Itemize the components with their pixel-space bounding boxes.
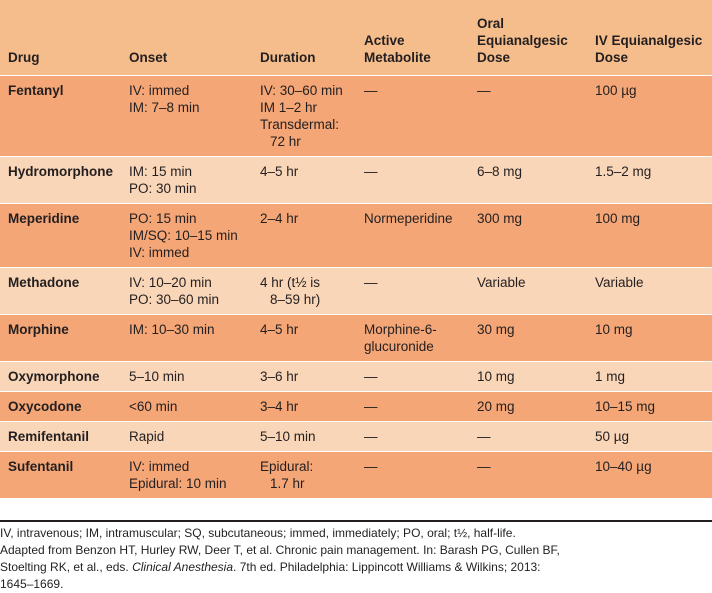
table-bottom-rule xyxy=(0,520,712,522)
cell-onset xyxy=(121,203,252,267)
cell-drug: Oxycodone xyxy=(0,391,121,421)
cell-onset xyxy=(121,421,252,451)
cell-oral-dose: 20 mg xyxy=(469,391,587,421)
cell-text-line: IV: immed xyxy=(129,82,190,98)
cell-text-line: — xyxy=(364,458,378,474)
cell-drug: Methadone xyxy=(0,267,121,314)
cell-text-line: — xyxy=(364,428,378,444)
cell-metabolite xyxy=(356,156,469,203)
cell-iv-dose: 10–40 µg xyxy=(587,451,712,498)
cell-onset xyxy=(121,267,252,314)
cell-iv-dose: 50 µg xyxy=(587,421,712,451)
cell-text-line: 8–59 hr) xyxy=(270,291,321,307)
cell-metabolite xyxy=(356,421,469,451)
table-body xyxy=(0,75,712,498)
table-footnote xyxy=(0,525,712,593)
cell-drug: Fentanyl xyxy=(0,75,121,156)
cell-text-line: 3–4 hr xyxy=(260,398,299,414)
cell-drug: Oxymorphone xyxy=(0,361,121,391)
cell-text-line: IM: 7–8 min xyxy=(129,99,200,115)
cell-duration xyxy=(252,267,356,314)
cell-duration xyxy=(252,421,356,451)
cell-oral-dose: Variable xyxy=(469,267,587,314)
cell-duration xyxy=(252,75,356,156)
table-row xyxy=(0,267,712,314)
cell-text-line: PO: 30 min xyxy=(129,180,197,196)
cell-text-line: IV: immed xyxy=(129,458,190,474)
cell-duration xyxy=(252,361,356,391)
cell-text-line: Transdermal: xyxy=(260,116,340,132)
cell-drug: Morphine xyxy=(0,314,121,361)
cell-metabolite xyxy=(356,361,469,391)
cell-duration xyxy=(252,451,356,498)
cell-duration xyxy=(252,314,356,361)
cell-oral-dose: — xyxy=(469,451,587,498)
cell-text-line: 5–10 min xyxy=(129,368,185,384)
footnote-source-pre: Stoelting RK, et al., eds. xyxy=(0,560,133,574)
cell-duration xyxy=(252,391,356,421)
cell-iv-dose: 100 µg xyxy=(587,75,712,156)
table-row xyxy=(0,75,712,156)
header-onset: Onset xyxy=(129,49,168,65)
table-row xyxy=(0,451,712,498)
cell-onset xyxy=(121,314,252,361)
cell-text-line: PO: 15 min xyxy=(129,210,197,226)
cell-oral-dose: 10 mg xyxy=(469,361,587,391)
cell-text-line: — xyxy=(364,163,378,179)
cell-text-line: IM: 15 min xyxy=(129,163,193,179)
header-metabolite xyxy=(356,0,469,75)
cell-text-line: Morphine-6- xyxy=(364,321,437,337)
cell-onset xyxy=(121,156,252,203)
cell-iv-dose: 1.5–2 mg xyxy=(587,156,712,203)
cell-metabolite xyxy=(356,314,469,361)
cell-iv-dose: Variable xyxy=(587,267,712,314)
footnote-source-line3: 1645–1669. xyxy=(0,577,64,591)
cell-drug: Meperidine xyxy=(0,203,121,267)
cell-metabolite xyxy=(356,451,469,498)
cell-text-line: IV: 10–20 min xyxy=(129,274,212,290)
cell-text-line: <60 min xyxy=(129,398,178,414)
header-drug: Drug xyxy=(8,49,40,65)
cell-text-line: IV: immed xyxy=(129,244,190,260)
cell-onset xyxy=(121,75,252,156)
cell-text-line: IM/SQ: 10–15 min xyxy=(129,227,238,243)
table-row xyxy=(0,421,712,451)
cell-text-line: PO: 30–60 min xyxy=(129,291,220,307)
cell-text-line: 4–5 hr xyxy=(260,163,299,179)
cell-text-line: glucuronide xyxy=(364,338,434,354)
header-text-line: Dose xyxy=(595,49,629,65)
cell-text-line: 5–10 min xyxy=(260,428,316,444)
cell-iv-dose: 100 mg xyxy=(587,203,712,267)
header-text-line: Oral xyxy=(477,15,505,31)
cell-oral-dose: 300 mg xyxy=(469,203,587,267)
header-text-line: IV Equianalgesic xyxy=(595,32,703,48)
cell-text-line: — xyxy=(364,368,378,384)
cell-oral-dose: — xyxy=(469,75,587,156)
cell-text-line: IM 1–2 hr xyxy=(260,99,318,115)
cell-text-line: — xyxy=(364,82,378,98)
cell-iv-dose: 10 mg xyxy=(587,314,712,361)
cell-oral-dose: — xyxy=(469,421,587,451)
footnote-abbreviations: IV, intravenous; IM, intramuscular; SQ, subcutaneous; immed, immediately; PO, oral; t½, half-life. xyxy=(0,526,516,540)
cell-oral-dose: 6–8 mg xyxy=(469,156,587,203)
cell-text-line: Epidural: 10 min xyxy=(129,475,227,491)
header-row xyxy=(0,0,712,75)
cell-text-line: IV: 30–60 min xyxy=(260,82,343,98)
footnote-source-line2 xyxy=(0,559,712,576)
cell-text-line: Normeperidine xyxy=(364,210,453,226)
cell-onset xyxy=(121,451,252,498)
cell-text-line: — xyxy=(364,398,378,414)
cell-drug: Sufentanil xyxy=(0,451,121,498)
cell-onset xyxy=(121,361,252,391)
cell-metabolite xyxy=(356,391,469,421)
header-duration: Duration xyxy=(260,49,316,65)
table-row xyxy=(0,391,712,421)
header-text-line: Equianalgesic xyxy=(477,32,568,48)
cell-oral-dose: 30 mg xyxy=(469,314,587,361)
table-row xyxy=(0,156,712,203)
cell-iv-dose: 10–15 mg xyxy=(587,391,712,421)
header-text-line: Active xyxy=(364,32,405,48)
cell-text-line: — xyxy=(364,274,378,290)
cell-onset xyxy=(121,391,252,421)
header-text-line: Metabolite xyxy=(364,49,431,65)
cell-text-line: 4–5 hr xyxy=(260,321,299,337)
footnote-source-line1: Adapted from Benzon HT, Hurley RW, Deer T, et al. Chronic pain management. In: Barash PG, Cullen BF, xyxy=(0,543,560,557)
table-row xyxy=(0,361,712,391)
table-row xyxy=(0,314,712,361)
footnote-book-title: Clinical Anesthesia xyxy=(132,560,234,574)
cell-drug: Remifentanil xyxy=(0,421,121,451)
cell-text-line: 72 hr xyxy=(270,133,301,149)
cell-text-line: 2–4 hr xyxy=(260,210,299,226)
header-iv-dose xyxy=(587,0,712,75)
cell-text-line: Epidural: xyxy=(260,458,314,474)
cell-duration xyxy=(252,156,356,203)
cell-text-line: 4 hr (t½ is xyxy=(260,274,321,290)
cell-text-line: 1.7 hr xyxy=(270,475,305,491)
cell-text-line: Rapid xyxy=(129,428,165,444)
cell-iv-dose: 1 mg xyxy=(587,361,712,391)
footnote-source-post: . 7th ed. Philadelphia: Lippincott Williams & Wilkins; 2013: xyxy=(233,560,541,574)
table-row xyxy=(0,203,712,267)
header-text-line: Dose xyxy=(477,49,511,65)
cell-duration xyxy=(252,203,356,267)
header-oral-dose xyxy=(469,0,587,75)
cell-metabolite xyxy=(356,267,469,314)
cell-text-line: 3–6 hr xyxy=(260,368,299,384)
cell-metabolite xyxy=(356,203,469,267)
cell-drug: Hydromorphone xyxy=(0,156,121,203)
cell-text-line: IM: 10–30 min xyxy=(129,321,215,337)
cell-metabolite xyxy=(356,75,469,156)
